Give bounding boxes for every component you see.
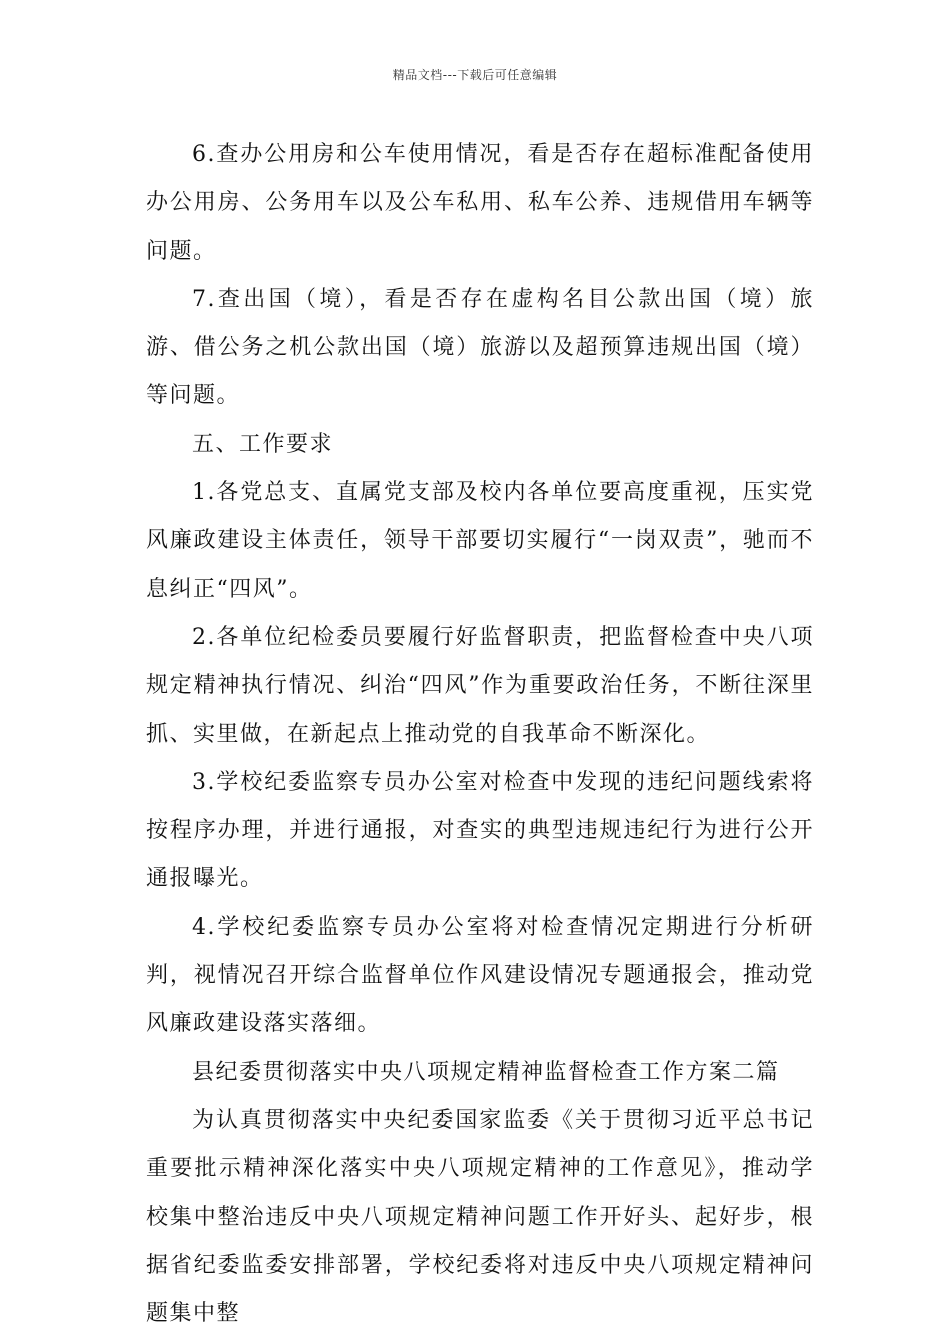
document-subtitle: 县纪委贯彻落实中央八项规定精神监督检查工作方案二篇 — [192, 1059, 780, 1085]
paragraph-item-7: 7.查出国（境），看是否存在虚构名目公款出国（境）旅游、借公务之机公款出国（境）旅游以及超预算违规出国（境）等问题。 — [146, 286, 814, 409]
section-heading-work-requirements: 五、工作要求 — [192, 431, 334, 457]
paragraph-requirement-3: 3.学校纪委监察专员办公室对检查中发现的违纪问题线索将按程序办理，并进行通报，对查实的典型违规违纪行为进行公开通报曝光。 — [146, 769, 814, 892]
document-body — [146, 131, 814, 1338]
paragraph-item-6: 6.查办公用房和公车使用情况，看是否存在超标准配备使用办公用房、公务用车以及公车私用、私车公养、违规借用车辆等问题。 — [146, 142, 814, 264]
paragraph-requirement-1: 1.各党总支、直属党支部及校内各单位要高度重视，压实党风廉政建设主体责任，领导干部要切实履行“一岗双责”，驰而不息纠正“四风”。 — [146, 480, 814, 602]
page-header: 精品文档---下载后可任意编辑 — [392, 68, 558, 82]
paragraph-intro: 为认真贯彻落实中央纪委国家监委《关于贯彻习近平总书记重要批示精神深化落实中央八项规定精神的工作意见》，推动学校集中整治违反中央八项规定精神问题工作开好头、起好步，根据省纪委监委安排部署，学校纪委将对违反中央八项规定精神问题集中整 — [146, 1107, 814, 1327]
paragraph-requirement-4: 4.学校纪委监察专员办公室将对检查情况定期进行分析研判，视情况召开综合监督单位作风建设情况专题通报会，推动党风廉政建设落实落细。 — [146, 914, 814, 1037]
paragraph-requirement-2: 2.各单位纪检委员要履行好监督职责，把监督检查中央八项规定精神执行情况、纠治“四风”作为重要政治任务，不断往深里抓、实里做，在新起点上推动党的自我革命不断深化。 — [146, 624, 814, 747]
